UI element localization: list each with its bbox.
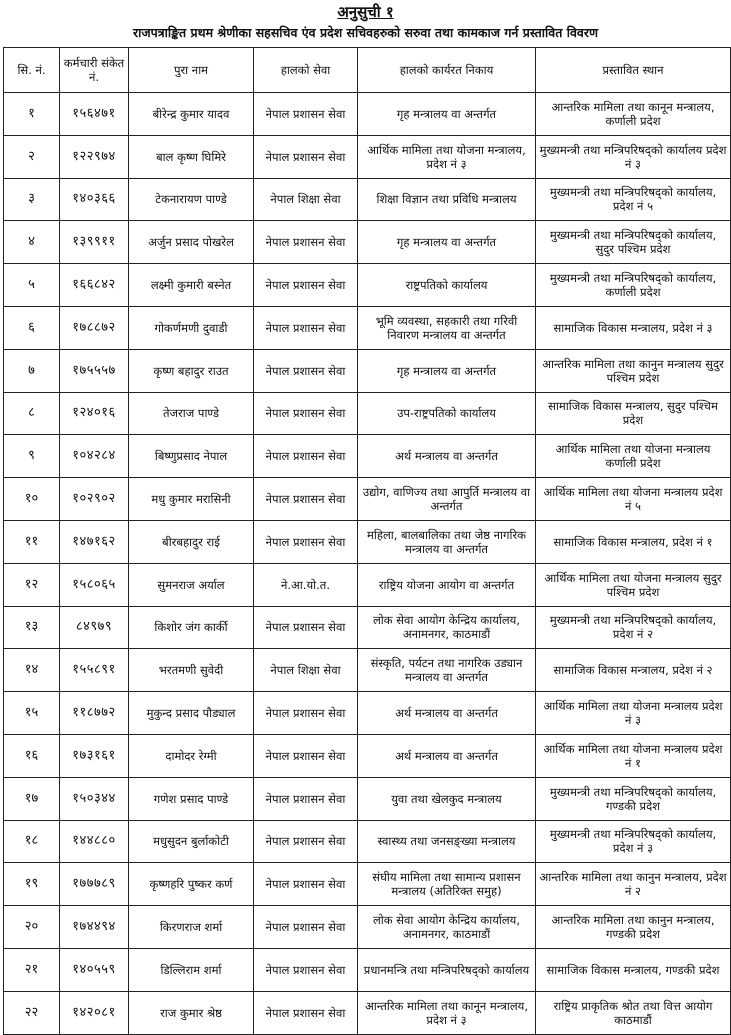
full-name-cell: बिष्णुप्रसाद नेपाल (129, 435, 254, 478)
serial-no-cell: ३ (4, 178, 60, 221)
serial-no-cell: ८ (4, 392, 60, 435)
serial-no-cell: १२ (4, 563, 60, 606)
employee-code-cell: १५५८९१ (60, 649, 129, 692)
serial-no-cell: २ (4, 135, 60, 178)
employee-code-cell: १५६४७१ (60, 93, 129, 136)
current-office-cell: भूमि व्यवस्था, सहकारी तथा गरिवी निवारण मन्त्रालय वा अन्तर्गत (358, 306, 536, 349)
employee-code-cell: १५८०६५ (60, 563, 129, 606)
full-name-cell: बीरबहादुर राई (129, 520, 254, 563)
table-row (4, 734, 731, 777)
employee-code-cell: १७३१६१ (60, 734, 129, 777)
current-office-cell: अर्थ मन्त्रालय वा अन्तर्गत (358, 435, 536, 478)
current-office-cell: आर्थिक मामिला तथा योजना मन्त्रालय, प्रदेश नं ३ (358, 135, 536, 178)
serial-no-cell: १५ (4, 692, 60, 735)
full-name-cell: गणेश प्रसाद पाण्डे (129, 777, 254, 820)
current-office-cell: गृह मन्त्रालय वा अन्तर्गत (358, 221, 536, 264)
employee-code-cell: १४०५५९ (60, 948, 129, 991)
proposed-place-cell: मुख्यमन्त्री तथा मन्त्रिपरिषद्को कार्यालय, गण्डकी प्रदेश (536, 777, 731, 820)
table-row (4, 863, 731, 906)
current-office-cell: लोक सेवा आयोग केन्द्रिय कार्यालय, अनामनगर, काठमाडौं (358, 606, 536, 649)
full-name-cell: मधु कुमार मरासिनी (129, 478, 254, 521)
document-subtitle: राजपत्राङ्कित प्रथम श्रेणीका सहसचिव एंव प्रदेश सचिवहरुको सरुवा तथा कामकाज गर्न प्रस्तावित विवरण (133, 25, 598, 40)
table-row (4, 349, 731, 392)
employee-code-cell: १३९९११ (60, 221, 129, 264)
employee-code-cell: १०२९०२ (60, 478, 129, 521)
full-name-cell: कृष्णहरि पुष्कर कर्ण (129, 863, 254, 906)
current-office-cell: लोक सेवा आयोग केन्द्रिय कार्यालय, अनामनगर, काठमाडौं (358, 906, 536, 949)
employee-code-cell: १७७७८९ (60, 863, 129, 906)
table-row (4, 563, 731, 606)
serial-no-cell: ७ (4, 349, 60, 392)
serial-no-cell: ११ (4, 520, 60, 563)
transfer-table (3, 47, 731, 1035)
serial-no-cell: १३ (4, 606, 60, 649)
document-title: अनुसुची १ (337, 3, 394, 21)
full-name-cell: टेकनारायण पाण्डे (129, 178, 254, 221)
current-office-cell: उद्योग, वाणिज्य तथा आपुर्ति मन्त्रालय वा अन्तर्गत (358, 478, 536, 521)
current-service-cell: नेपाल प्रशासन सेवा (254, 991, 358, 1034)
table-row (4, 306, 731, 349)
current-service-cell: नेपाल प्रशासन सेवा (254, 435, 358, 478)
table-row (4, 692, 731, 735)
current-office-cell: आन्तरिक मामिला तथा कानून मन्त्रालय, प्रदेश नं ३ (358, 991, 536, 1034)
proposed-place-cell: मुख्यमन्त्री तथा मन्त्रिपरिषद्को कार्यालय, प्रदेश नं २ (536, 606, 731, 649)
serial-no-cell: २२ (4, 991, 60, 1034)
employee-code-cell: १४४८८० (60, 820, 129, 863)
current-service-cell: नेपाल प्रशासन सेवा (254, 478, 358, 521)
current-office-cell: संस्कृति, पर्यटन तथा नागरिक उड्यान मन्त्रालय वा अन्तर्गत (358, 649, 536, 692)
serial-no-cell: १४ (4, 649, 60, 692)
table-row (4, 820, 731, 863)
serial-no-cell: १ (4, 93, 60, 136)
serial-no-cell: १९ (4, 863, 60, 906)
employee-code-cell: १७४४९४ (60, 906, 129, 949)
current-service-cell: नेपाल प्रशासन सेवा (254, 349, 358, 392)
proposed-place-cell: मुख्यमन्त्री तथा मन्त्रिपरिषद्को कार्यालय प्रदेश नं ३ (536, 135, 731, 178)
serial-no-cell: १७ (4, 777, 60, 820)
proposed-place-cell: आर्थिक मामिला तथा योजना मन्त्रालय प्रदेश नं ५ (536, 478, 731, 521)
current-office-cell: गृह मन्त्रालय वा अन्तर्गत (358, 93, 536, 136)
serial-no-cell: ६ (4, 306, 60, 349)
table-row (4, 93, 731, 136)
proposed-place-cell: सामाजिक विकास मन्त्रालय, प्रदेश नं २ (536, 649, 731, 692)
full-name-cell: अर्जुन प्रसाद पोखरेल (129, 221, 254, 264)
employee-code-cell: १७८८७२ (60, 306, 129, 349)
full-name-cell: डिल्लिराम शर्मा (129, 948, 254, 991)
proposed-place-cell: सामाजिक विकास मन्त्रालय, गण्डकी प्रदेश (536, 948, 731, 991)
current-service-cell: नेपाल प्रशासन सेवा (254, 392, 358, 435)
full-name-cell: लक्ष्मी कुमारी बस्नेत (129, 264, 254, 307)
current-office-cell: उप-राष्ट्रपतिको कार्यालय (358, 392, 536, 435)
current-office-cell: अर्थ मन्त्रालय वा अन्तर्गत (358, 734, 536, 777)
proposed-place-cell: मुख्यमन्त्री तथा मन्त्रिपरिषद्को कार्यालय, प्रदेश नं ५ (536, 178, 731, 221)
header-current-office: हालको कार्यरत निकाय (358, 48, 536, 93)
employee-code-cell: १४०३६६ (60, 178, 129, 221)
proposed-place-cell: सामाजिक विकास मन्त्रालय, सुदुर पश्चिम प्रदेश (536, 392, 731, 435)
current-office-cell: राष्ट्रिय योजना आयोग वा अन्तर्गत (358, 563, 536, 606)
header-proposed-place: प्रस्तावित स्थान (536, 48, 731, 93)
table-row (4, 392, 731, 435)
employee-code-cell: १७५५५७ (60, 349, 129, 392)
full-name-cell: बीरेन्द्र कुमार यादव (129, 93, 254, 136)
employee-code-cell: १४२०८१ (60, 991, 129, 1034)
current-office-cell: राष्ट्रपतिको कार्यालय (358, 264, 536, 307)
full-name-cell: बाल कृष्ण घिमिरे (129, 135, 254, 178)
header-full-name: पुरा नाम (129, 48, 254, 93)
table-row (4, 435, 731, 478)
current-service-cell: नेपाल प्रशासन सेवा (254, 93, 358, 136)
full-name-cell: सुमनराज अर्याल (129, 563, 254, 606)
table-row (4, 221, 731, 264)
full-name-cell: किरणराज शर्मा (129, 906, 254, 949)
current-office-cell: गृह मन्त्रालय वा अन्तर्गत (358, 349, 536, 392)
proposed-place-cell: आर्थिक मामिला तथा योजना मन्त्रालय कर्णाली प्रदेश (536, 435, 731, 478)
current-service-cell: नेपाल प्रशासन सेवा (254, 948, 358, 991)
current-office-cell: अर्थ मन्त्रालय वा अन्तर्गत (358, 692, 536, 735)
current-service-cell: नेपाल प्रशासन सेवा (254, 820, 358, 863)
full-name-cell: तेजराज पाण्डे (129, 392, 254, 435)
table-row (4, 991, 731, 1034)
current-service-cell: नेपाल प्रशासन सेवा (254, 264, 358, 307)
table-body (4, 93, 731, 1035)
current-service-cell: नेपाल प्रशासन सेवा (254, 606, 358, 649)
full-name-cell: राज कुमार श्रेष्ठ (129, 991, 254, 1034)
header-serial-no: सि. नं. (4, 48, 60, 93)
employee-code-cell: १४७१६२ (60, 520, 129, 563)
employee-code-cell: १२४०१६ (60, 392, 129, 435)
current-service-cell: नेपाल प्रशासन सेवा (254, 906, 358, 949)
employee-code-cell: ११८७७२ (60, 692, 129, 735)
full-name-cell: मधुसुदन बुर्लाकोटी (129, 820, 254, 863)
current-office-cell: प्रधानमन्त्रि तथा मन्त्रिपरिषद्को कार्यालय (358, 948, 536, 991)
full-name-cell: दामोदर रेग्मी (129, 734, 254, 777)
proposed-place-cell: मुख्यमन्त्री तथा मन्त्रिपरिषद्को कार्यालय, प्रदेश नं ३ (536, 820, 731, 863)
table-row (4, 135, 731, 178)
proposed-place-cell: आन्तरिक मामिला तथा कानुन मन्त्रालय, प्रदेश नं २ (536, 863, 731, 906)
proposed-place-cell: मुख्यमन्त्री तथा मन्त्रिपरिषद्को कार्यालय, कर्णाली प्रदेश (536, 264, 731, 307)
employee-code-cell: १६६८४२ (60, 264, 129, 307)
full-name-cell: भरतमणी सुवेदी (129, 649, 254, 692)
table-row (4, 178, 731, 221)
current-office-cell: शिक्षा विज्ञान तथा प्रविधि मन्त्रालय (358, 178, 536, 221)
proposed-place-cell: सामाजिक विकास मन्त्रालय, प्रदेश नं १ (536, 520, 731, 563)
current-service-cell: नेपाल प्रशासन सेवा (254, 777, 358, 820)
table-row (4, 606, 731, 649)
serial-no-cell: १६ (4, 734, 60, 777)
table-row (4, 520, 731, 563)
serial-no-cell: ५ (4, 264, 60, 307)
table-row (4, 777, 731, 820)
table-row (4, 478, 731, 521)
table-row (4, 264, 731, 307)
serial-no-cell: २० (4, 906, 60, 949)
serial-no-cell: १० (4, 478, 60, 521)
serial-no-cell: ४ (4, 221, 60, 264)
full-name-cell: गोकर्णमणी दुवाडी (129, 306, 254, 349)
serial-no-cell: २१ (4, 948, 60, 991)
proposed-place-cell: आन्तरिक मामिला तथा कानुन मन्त्रालय, गण्डकी प्रदेश (536, 906, 731, 949)
current-office-cell: संघीय मामिला तथा सामान्य प्रशासन मन्त्रालय (अतिरिक्त समुह) (358, 863, 536, 906)
current-service-cell: ने.आ.यो.त. (254, 563, 358, 606)
header-current-service: हालको सेवा (254, 48, 358, 93)
proposed-place-cell: आर्थिक मामिला तथा योजना मन्त्रालय सुदुर पश्चिम प्रदेश (536, 563, 731, 606)
proposed-place-cell: मुख्यमन्त्री तथा मन्त्रिपरिषद्को कार्यालय, सुदुर पश्चिम प्रदेश (536, 221, 731, 264)
table-header-row (4, 48, 731, 93)
current-service-cell: नेपाल प्रशासन सेवा (254, 221, 358, 264)
serial-no-cell: ९ (4, 435, 60, 478)
serial-no-cell: १८ (4, 820, 60, 863)
table-row (4, 649, 731, 692)
full-name-cell: किशोर जंग कार्की (129, 606, 254, 649)
full-name-cell: मुकुन्द प्रसाद पौड्याल (129, 692, 254, 735)
current-service-cell: नेपाल प्रशासन सेवा (254, 306, 358, 349)
employee-code-cell: ८४९७९ (60, 606, 129, 649)
current-service-cell: नेपाल प्रशासन सेवा (254, 734, 358, 777)
proposed-place-cell: आर्थिक मामिला तथा योजना मन्त्रालय प्रदेश नं १ (536, 734, 731, 777)
proposed-place-cell: सामाजिक विकास मन्त्रालय, प्रदेश नं ३ (536, 306, 731, 349)
employee-code-cell: १०४२८४ (60, 435, 129, 478)
proposed-place-cell: राष्ट्रिय प्राकृतिक श्रोत तथा वित्त आयोग काठमाडौं (536, 991, 731, 1034)
proposed-place-cell: आर्थिक मामिला तथा योजना मन्त्रालय प्रदेश नं ३ (536, 692, 731, 735)
header-employee-code: कर्मचारी संकेत नं. (60, 48, 129, 93)
proposed-place-cell: आन्तरिक मामिला तथा कानुन मन्त्रालय सुदुर पश्चिम प्रदेश (536, 349, 731, 392)
current-service-cell: नेपाल प्रशासन सेवा (254, 692, 358, 735)
current-office-cell: स्वास्थ्य तथा जनसङ्ख्या मन्त्रालय (358, 820, 536, 863)
current-office-cell: युवा तथा खेलकुद मन्त्रालय (358, 777, 536, 820)
current-service-cell: नेपाल शिक्षा सेवा (254, 649, 358, 692)
table-row (4, 948, 731, 991)
current-service-cell: नेपाल प्रशासन सेवा (254, 520, 358, 563)
employee-code-cell: १५०३४४ (60, 777, 129, 820)
full-name-cell: कृष्ण बहादुर राउत (129, 349, 254, 392)
table-row (4, 906, 731, 949)
proposed-place-cell: आन्तरिक मामिला तथा कानून मन्त्रालय, कर्णाली प्रदेश (536, 93, 731, 136)
employee-code-cell: १२२९७४ (60, 135, 129, 178)
current-office-cell: महिला, बालबालिका तथा जेष्ठ नागरिक मन्त्रालय वा अन्तर्गत (358, 520, 536, 563)
current-service-cell: नेपाल प्रशासन सेवा (254, 135, 358, 178)
current-service-cell: नेपाल प्रशासन सेवा (254, 863, 358, 906)
current-service-cell: नेपाल शिक्षा सेवा (254, 178, 358, 221)
